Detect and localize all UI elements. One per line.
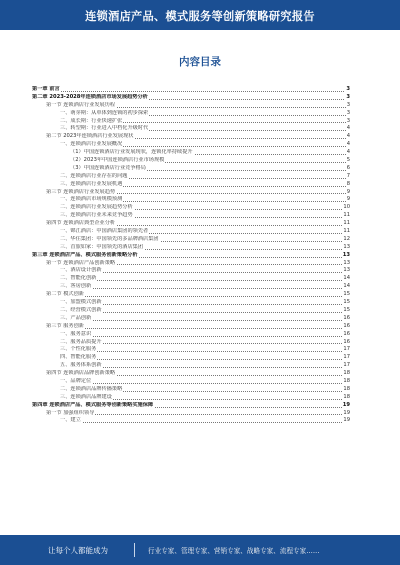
- toc-entry-page: 10: [343, 204, 350, 211]
- toc-entry[interactable]: [32, 378, 350, 386]
- toc-entry-page: 11: [343, 212, 350, 219]
- toc-entry-page: 9: [346, 188, 350, 195]
- toc-entry-label: 一、连锁酒店市场规模预测: [32, 196, 123, 202]
- toc-entry-page: 4: [346, 149, 350, 156]
- toc-entry-label: 一、建立: [32, 417, 82, 423]
- toc-entry[interactable]: [32, 386, 350, 394]
- toc-entry-label: 二、服务品质提升: [32, 339, 103, 345]
- toc-entry-label: 二、经营模式创新: [32, 307, 103, 313]
- toc-entry-label: 三、首旅如家：中国领先的酒店集团: [32, 244, 144, 250]
- toc-entry-page: 13: [342, 251, 350, 258]
- toc-entry[interactable]: [32, 133, 350, 141]
- toc-entry[interactable]: [32, 260, 350, 268]
- toc-entry-page: 4: [346, 141, 350, 148]
- toc-entry[interactable]: [32, 362, 350, 370]
- toc-entry[interactable]: [32, 236, 350, 244]
- toc-entry-page: 3: [346, 86, 350, 92]
- toc-entry[interactable]: [32, 102, 350, 110]
- toc-entry-label: 二、连锁酒店行业发展趋势分析: [32, 204, 134, 210]
- toc-entry-page: 13: [343, 243, 350, 250]
- toc-entry-label: 三、连锁酒店行业未来竞争趋势: [32, 212, 134, 218]
- toc-entry-label: 第二章 2023-2028年连锁酒店市场发展趋势分析: [32, 93, 148, 100]
- toc-entry[interactable]: [32, 149, 350, 157]
- toc-heading: 内容目录: [179, 56, 221, 68]
- toc-entry[interactable]: [32, 299, 350, 307]
- toc-entry-page: 5: [346, 157, 350, 164]
- toc-entry-label: 第四章 连锁酒店产品、模式服务等创新策略实施保障: [32, 401, 154, 408]
- toc-entry-page: 15: [343, 299, 350, 306]
- toc-entry[interactable]: [32, 417, 350, 425]
- toc-entry-label: （3）中国连锁酒店行业竞争格局: [32, 165, 147, 171]
- toc-entry[interactable]: [32, 331, 350, 339]
- toc-entry-label: 三、客房创新: [32, 283, 92, 289]
- toc-entry-label: 二、华住集团：中国领先的多品牌酒店集团: [32, 236, 160, 242]
- footer-divider: [134, 543, 135, 557]
- toc-entry-page: 13: [343, 259, 350, 266]
- toc-entry-label: 第三节 连锁酒店行业发展趋势: [32, 189, 116, 195]
- toc-entry[interactable]: [32, 307, 350, 315]
- toc-entry-page: 3: [346, 93, 350, 100]
- toc-entry[interactable]: [32, 118, 350, 126]
- toc-entry-page: 16: [343, 314, 350, 321]
- toc-entry-page: 14: [343, 283, 350, 290]
- toc-entry-page: 12: [343, 235, 350, 242]
- toc-entry-label: 二、智能化创新: [32, 275, 97, 281]
- toc-entry[interactable]: [32, 354, 350, 362]
- toc-entry-label: 三、个性化服务: [32, 346, 97, 352]
- toc-entry-label: 一、萌芽期：从单体到连锁的初步探索: [32, 110, 149, 116]
- toc-entry-label: 第一章 前言: [32, 86, 60, 92]
- toc-entry-label: 三、产品创新: [32, 315, 92, 321]
- toc-entry-label: 一、酒店设计创新: [32, 267, 103, 273]
- report-title: 连锁酒店产品、模式服务等创新策略研究报告: [85, 10, 315, 23]
- toc-entry[interactable]: [32, 204, 350, 212]
- toc-entry-label: 第三节 服务创新: [32, 323, 85, 329]
- toc-entry[interactable]: [32, 220, 350, 228]
- toc-entry[interactable]: [32, 339, 350, 347]
- toc-entry-label: （1）中国连锁酒店行业发展现状，连锁化率持续提升: [32, 149, 194, 155]
- header-bar: [0, 0, 400, 30]
- toc-entry-page: 17: [343, 362, 350, 369]
- toc-entry-label: 第一节 加强组织领导: [32, 410, 95, 416]
- toc-entry-page: 16: [343, 322, 350, 329]
- toc-entry[interactable]: [32, 189, 350, 197]
- toc-entry-label: （2）2023年中国连锁酒店行业市场规模: [32, 157, 165, 163]
- toc-entry-page: 7: [346, 172, 350, 179]
- toc-entry-label: 三、连锁酒店品牌建设: [32, 394, 113, 400]
- toc-entry-label: 第一节 连锁酒店产品创新策略: [32, 260, 116, 266]
- toc-entry-page: 4: [346, 125, 350, 132]
- toc-entry-label: 一、连锁酒店行业发展概况: [32, 141, 123, 147]
- toc-entry-label: 第二节 2023年连锁酒店行业发展现状: [32, 133, 134, 139]
- toc-entry[interactable]: [32, 346, 350, 354]
- toc-entry-label: 三、转型期：行业进入中档化升级时代: [32, 125, 149, 131]
- toc-entry[interactable]: [32, 283, 350, 291]
- toc-entry-page: 3: [346, 117, 350, 124]
- toc-entry[interactable]: [32, 165, 350, 173]
- footer-tagline: 行业专家、管理专家、营销专家、战略专家、流程专家……: [148, 547, 320, 555]
- toc-entry[interactable]: [32, 244, 350, 252]
- toc-entry-page: 11: [343, 228, 350, 235]
- table-of-contents: [32, 86, 350, 425]
- toc-entry-page: 17: [343, 346, 350, 353]
- toc-entry-label: 第二节 模式创新: [32, 291, 85, 297]
- toc-entry-page: 8: [346, 180, 350, 187]
- toc-entry[interactable]: [32, 370, 350, 378]
- toc-entry[interactable]: [32, 267, 350, 275]
- toc-entry-page: 16: [343, 330, 350, 337]
- toc-leader-dots: [32, 91, 346, 92]
- toc-entry-label: 第三章 连锁酒店产品、模式服务创新策略分析: [32, 251, 138, 258]
- toc-entry-label: 二、连锁酒店品牌传播策略: [32, 386, 123, 392]
- toc-entry[interactable]: [32, 315, 350, 323]
- toc-entry[interactable]: [32, 394, 350, 402]
- toc-entry-label: 一、服务意识: [32, 331, 92, 337]
- toc-entry-label: 第四节 连锁酒店品牌创新策略: [32, 370, 116, 376]
- toc-entry-page: 6: [346, 164, 350, 171]
- toc-entry-page: 16: [343, 338, 350, 345]
- toc-entry[interactable]: [32, 196, 350, 204]
- toc-entry-page: 11: [343, 220, 350, 227]
- toc-entry[interactable]: [32, 141, 350, 149]
- toc-entry-label: 四、智能化服务: [32, 354, 97, 360]
- toc-entry-page: 19: [343, 409, 350, 416]
- toc-entry-label: 第四节 连锁酒店典型企业分析: [32, 220, 116, 226]
- toc-entry[interactable]: [32, 181, 350, 189]
- toc-entry-label: 三、连锁酒店行业发展机遇: [32, 181, 123, 187]
- toc-entry-page: 19: [342, 401, 350, 408]
- toc-entry-page: 14: [343, 275, 350, 282]
- toc-entry-page: 13: [343, 267, 350, 274]
- toc-entry-page: 9: [346, 196, 350, 203]
- toc-entry-page: 17: [343, 354, 350, 361]
- toc-entry[interactable]: [32, 275, 350, 283]
- toc-entry-label: 第一节 连锁酒店行业发展历程: [32, 102, 116, 108]
- toc-entry-label: 一、品牌定位: [32, 378, 92, 384]
- toc-entry-page: 15: [343, 291, 350, 298]
- toc-entry-page: 18: [343, 393, 350, 400]
- toc-entry-label: 一、加盟模式创新: [32, 299, 103, 305]
- toc-entry-page: 3: [346, 109, 350, 116]
- toc-entry-page: 3: [346, 101, 350, 108]
- toc-entry-label: 二、成长期：行业快速扩张: [32, 118, 123, 124]
- toc-entry-label: 一、锦江酒店：中国酒店集团的领先者: [32, 228, 149, 234]
- toc-entry[interactable]: [32, 402, 350, 410]
- toc-entry-page: 18: [343, 385, 350, 392]
- toc-entry[interactable]: [32, 157, 350, 165]
- toc-entry[interactable]: [32, 228, 350, 236]
- toc-entry[interactable]: [32, 110, 350, 118]
- toc-entry[interactable]: [32, 291, 350, 299]
- toc-entry-label: 五、服务体系创新: [32, 362, 103, 368]
- toc-entry[interactable]: [32, 94, 350, 102]
- toc-entry[interactable]: [32, 410, 350, 418]
- toc-entry-page: 19: [343, 417, 350, 424]
- footer-bar: [0, 535, 400, 565]
- footer-slogan: 让每个人都能成为: [48, 546, 108, 555]
- toc-entry-page: 18: [343, 370, 350, 377]
- toc-entry-page: 15: [343, 306, 350, 313]
- toc-entry[interactable]: [32, 323, 350, 331]
- toc-entry[interactable]: [32, 212, 350, 220]
- toc-entry-page: 4: [346, 133, 350, 140]
- toc-entry[interactable]: [32, 173, 350, 181]
- toc-entry[interactable]: [32, 252, 350, 260]
- toc-entry-page: 18: [343, 377, 350, 384]
- toc-entry-label: 二、连锁酒店行业存在的问题: [32, 173, 128, 179]
- toc-entry[interactable]: [32, 125, 350, 133]
- toc-entry[interactable]: [32, 86, 350, 94]
